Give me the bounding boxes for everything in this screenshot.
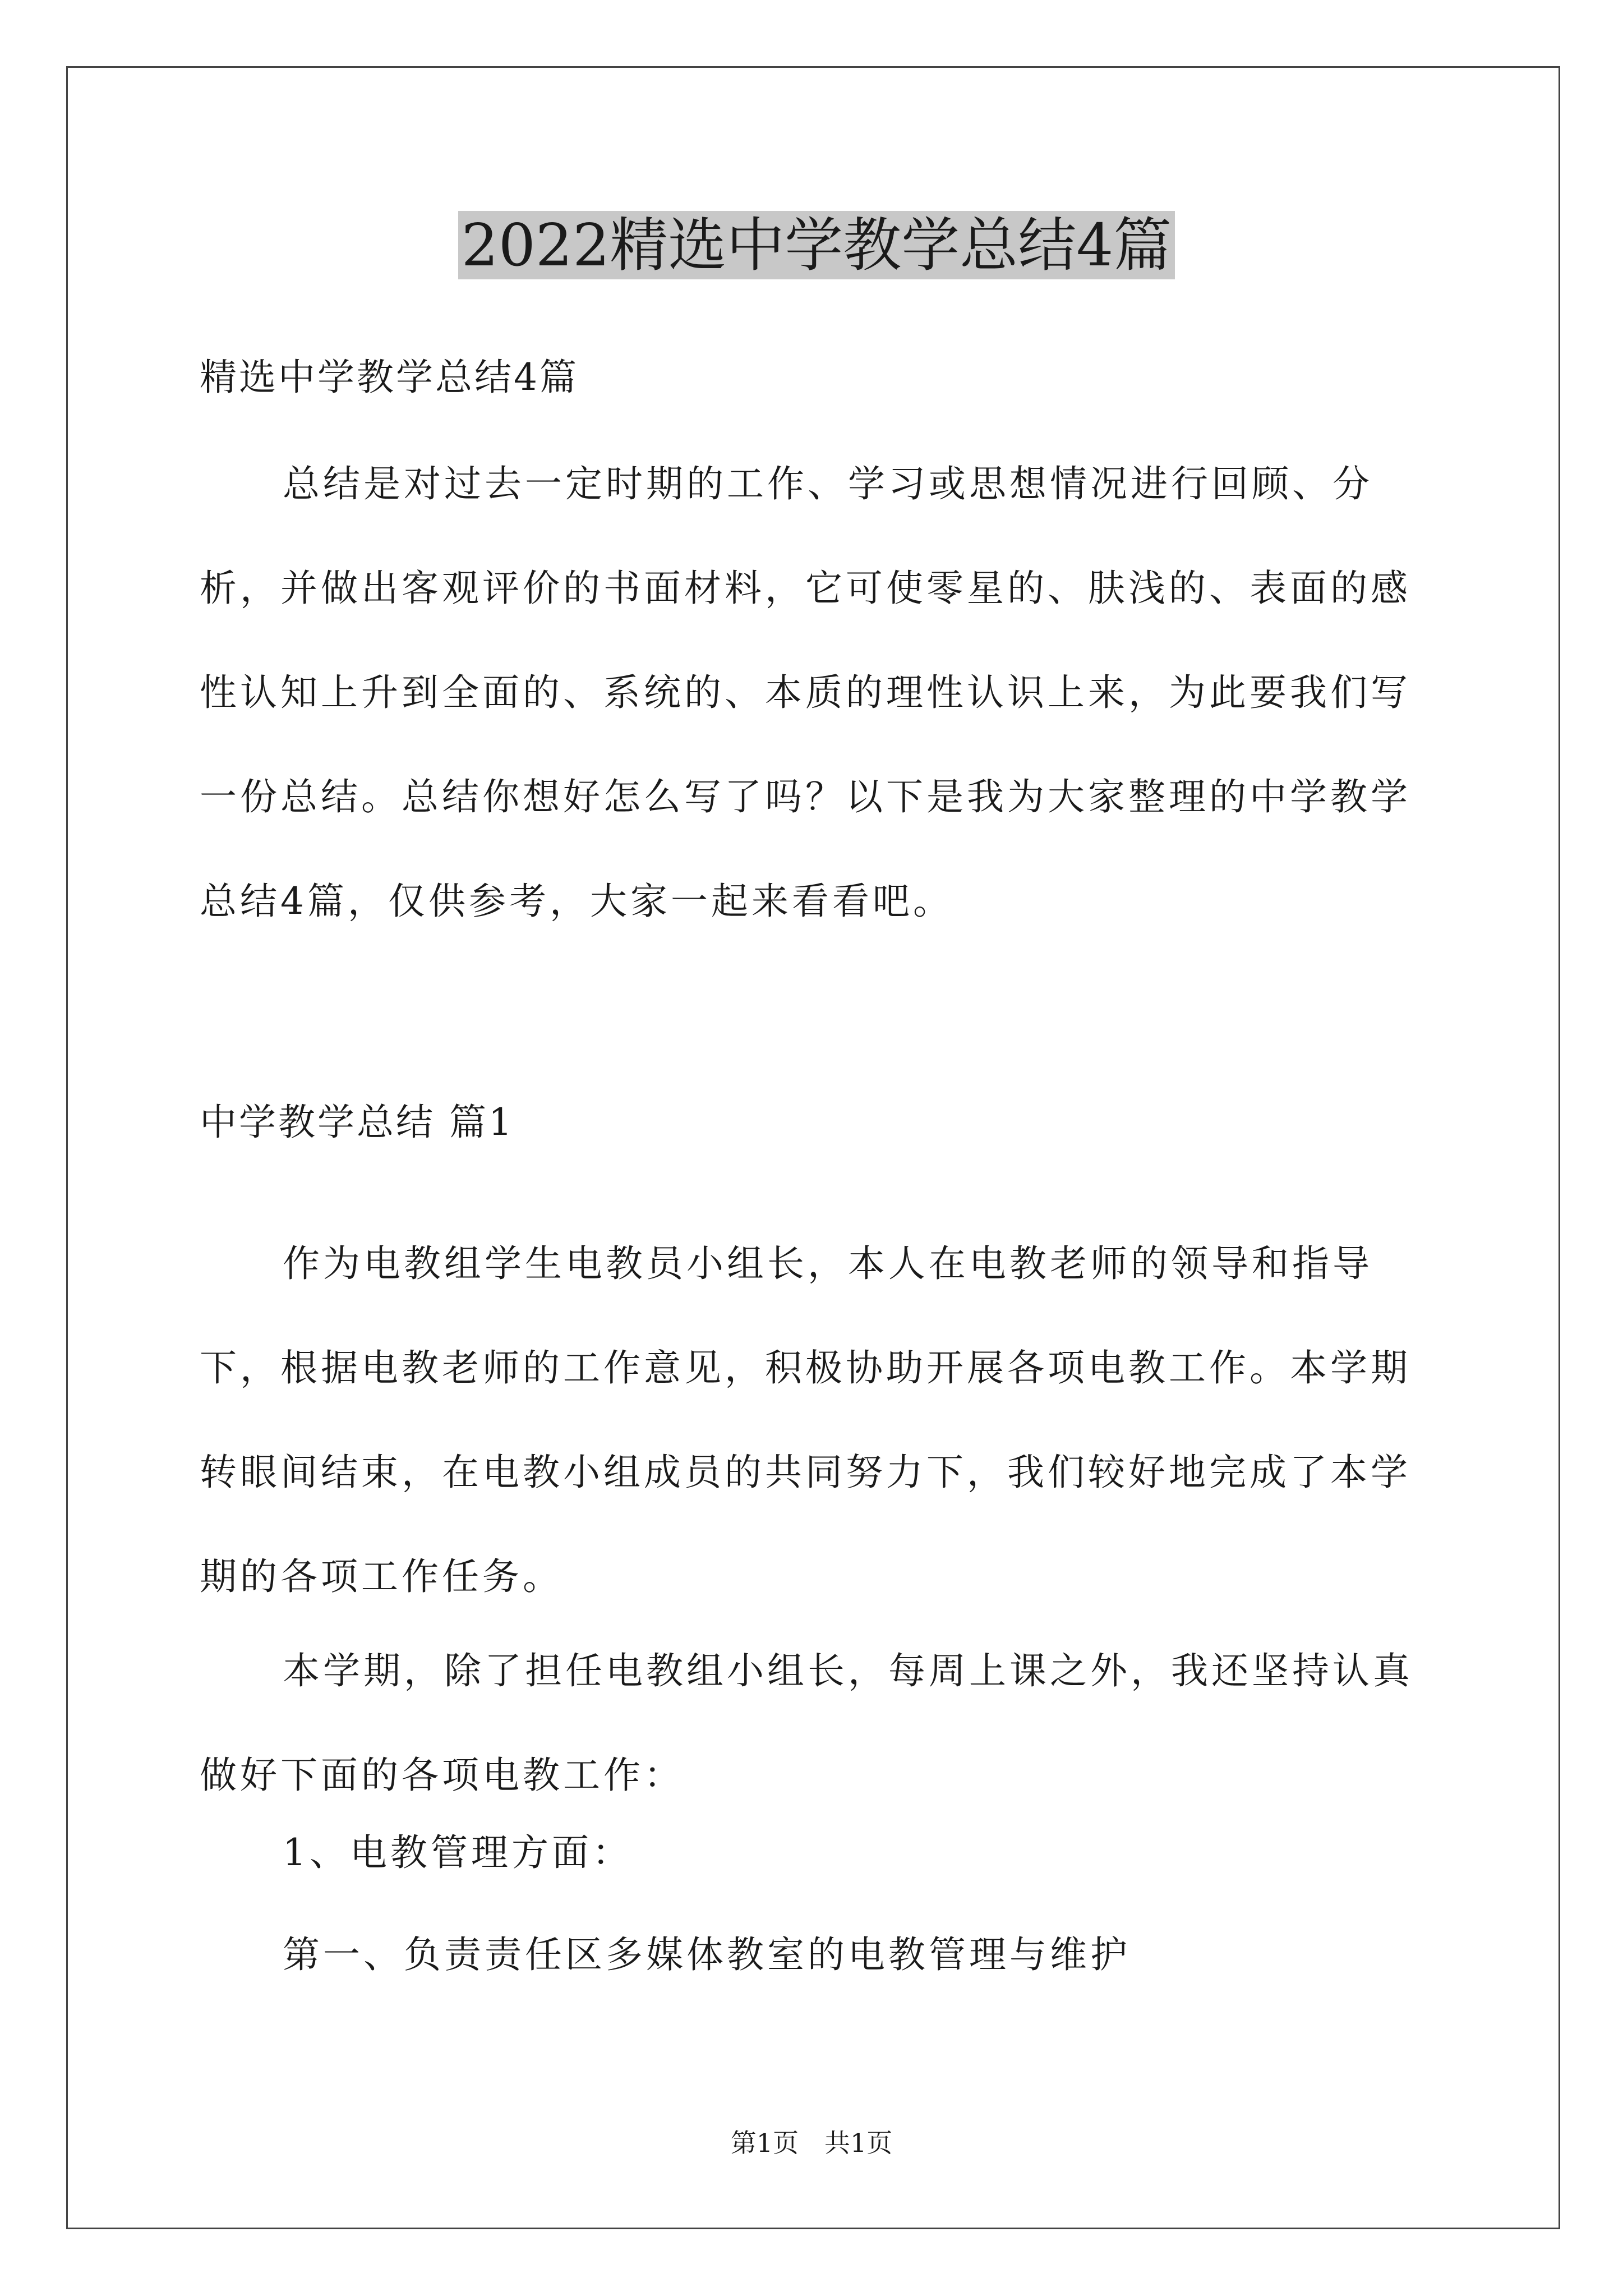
body-paragraph-2: 本学期，除了担任电教组小组长，每周上课之外，我还坚持认真做好下面的各项电教工作：: [200, 1649, 1413, 1797]
document-subtitle: 精选中学教学总结4篇: [200, 356, 579, 399]
document-title-text: 2022精选中学教学总结4篇: [458, 211, 1175, 279]
body-paragraph-4: 第一、负责责任区多媒体教室的电教管理与维护: [283, 1933, 1131, 1976]
body-paragraph-3: 1、电教管理方面：: [283, 1831, 633, 1874]
intro-paragraph: 总结是对过去一定时期的工作、学习或思想情况进行回顾、分析，并做出客观评价的书面材料，它可使零星的、肤浅的、表面的感性认知上升到全面的、系统的、本质的理性认识上来，为此要我们写一份总结。总结你想好怎么写了吗？以下是我为大家整理的中学教学总结4篇，仅供参考，大家一起来看看吧。: [200, 462, 1411, 923]
section-heading: 中学教学总结 篇1: [200, 1101, 514, 1144]
document-title: [200, 209, 1433, 282]
page-footer: 第1页 共1页: [730, 2128, 893, 2158]
body-paragraph-1: 作为电教组学生电教员小组长，本人在电教老师的领导和指导下，根据电教老师的工作意见，积极协助开展各项电教工作。本学期转眼间结束，在电教小组成员的共同努力下，我们较好地完成了本学期的各项工作任务。: [200, 1242, 1411, 1598]
